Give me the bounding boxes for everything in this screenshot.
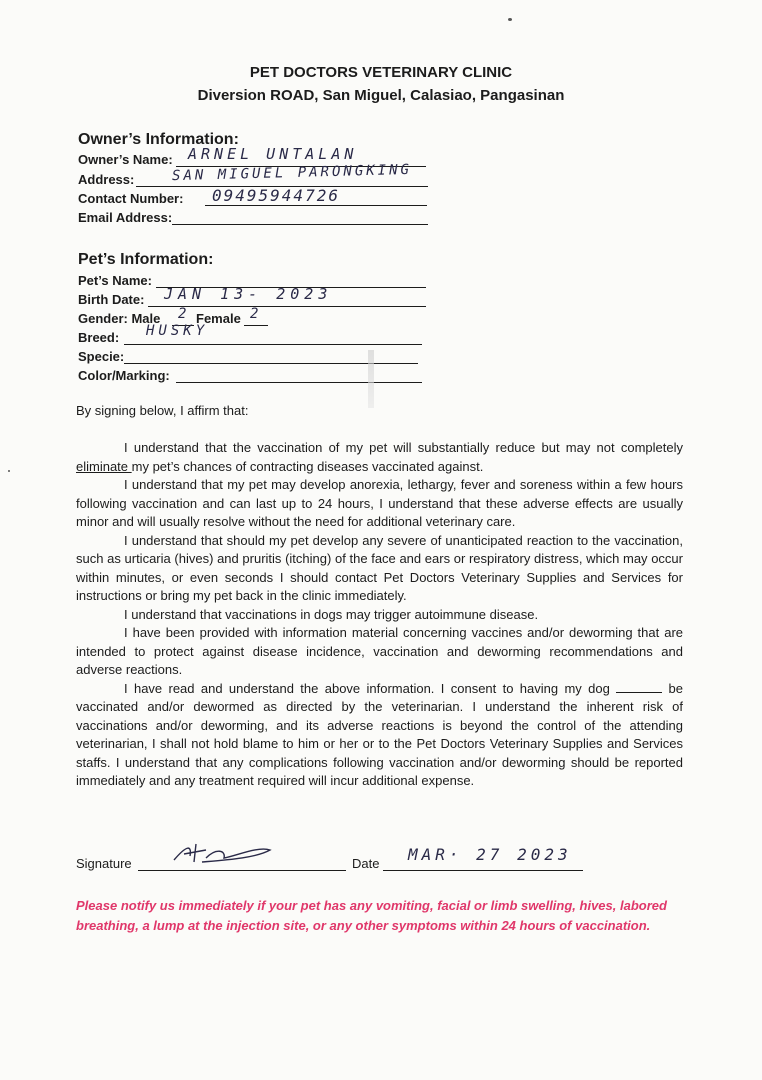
consent-paragraph-2: I understand that my pet may develop anorexia, lethargy, fever and soreness within a few hours following vaccination and can last up to 24 hours, I understand that these adverse effects are usually minor and will usually resolve without the need for additional veterinary care. (76, 477, 683, 529)
p6-text-b: be vaccinated and/or dewormed as directed by the veterinarian. I understand the inherent risk of vaccinations and/or deworming, and its adverse reactions is beyond the control of the attending veterinarian, I shall not hold blame to him or her or to the Pet Doctors Veterinary Supplies and Services staffs. I understand that any complications following vaccination and/or deworming should be reported immediately and any treatment required will incur additional expense. (76, 680, 683, 788)
female-value[interactable]: 2 (250, 306, 262, 322)
breed-value[interactable]: HUSKY (146, 323, 209, 339)
dog-name-blank[interactable] (616, 682, 662, 693)
notify-notice: Please notify us immediately if your pet has any vomiting, facial or limb swelling, hives, labored breathing, a lump at the injection site, or any other symptoms within 24 hours of vaccination. (76, 898, 667, 933)
clinic-address: Diversion ROAD, San Miguel, Calasiao, Pangasinan (197, 87, 565, 104)
contact-label: Contact Number: (78, 191, 184, 206)
p6-text-a: I have read and understand the above information. I consent to having my dog (124, 680, 617, 696)
p1-underlined: eliminate (76, 458, 132, 474)
consent-body (76, 439, 683, 791)
birth-date-label: Birth Date: (78, 292, 145, 307)
female-label: Female (196, 311, 241, 326)
pencil-smudge (368, 350, 374, 408)
clinic-name: PET DOCTORS VETERINARY CLINIC (249, 64, 513, 81)
date-label: Date (352, 856, 380, 871)
consent-paragraph-1 (76, 439, 683, 476)
owner-section-title: Owner’s Information: (78, 131, 239, 148)
owner-name-value[interactable]: ARNEL UNTALAN (188, 145, 358, 163)
contact-value[interactable]: 09495944726 (212, 186, 340, 205)
signature-label: Signature (76, 856, 132, 871)
scan-speck (8, 470, 10, 472)
female-line (244, 325, 268, 326)
consent-paragraph-6 (76, 680, 683, 791)
breed-line (124, 344, 422, 345)
pet-name-label: Pet’s Name: (78, 273, 152, 288)
male-value[interactable]: 2 (178, 306, 190, 322)
owner-name-label: Owner’s Name: (78, 152, 173, 167)
birth-date-value[interactable]: JAN 13- 2023 (164, 285, 333, 303)
pet-section-title: Pet’s Information: (78, 251, 214, 268)
email-line[interactable] (172, 224, 428, 225)
breed-label: Breed: (78, 330, 120, 345)
consent-paragraph-4: I understand that vaccinations in dogs may trigger autoimmune disease. (124, 606, 539, 622)
color-marking-label: Color/Marking: (78, 368, 170, 383)
date-value[interactable]: MAR· 27 2023 (408, 845, 572, 864)
color-marking-line[interactable] (176, 382, 422, 383)
contact-line (205, 205, 427, 206)
birth-date-line (148, 306, 426, 307)
consent-intro: By signing below, I affirm that: (76, 403, 249, 418)
email-label: Email Address: (78, 210, 173, 225)
consent-paragraph-5: I have been provided with information material concerning vaccines and/or deworming that are intended to protect against disease incidence, vaccination and deworming recommendations and adverse reactions. (76, 625, 683, 677)
scan-speck (508, 18, 512, 21)
consent-paragraph-3: I understand that should my pet develop any severe of unanticipated reaction to the vaccination, such as urticaria (hives) and pruritis (itching) of the face and ears or respiratory distress, which may occur within minutes, or even seconds I should contact Pet Doctors Veterinary Supplies and Services for instructions or bring my pet back in the clinic immediately. (76, 532, 683, 603)
date-line (383, 870, 583, 871)
address-value[interactable]: SAN MIGUEL PARONGKING (171, 161, 413, 185)
gender-male-label: Gender: Male (78, 311, 161, 326)
signature-line (138, 870, 346, 871)
address-label: Address: (78, 172, 135, 187)
specie-label: Specie: (78, 349, 125, 364)
p1-text-b: my pet’s chances of contracting diseases vaccinated against. (131, 458, 484, 474)
p1-text-a: I understand that the vaccination of my pet will substantially reduce but may not completely (124, 440, 683, 455)
signature-scribble[interactable] (166, 838, 276, 870)
